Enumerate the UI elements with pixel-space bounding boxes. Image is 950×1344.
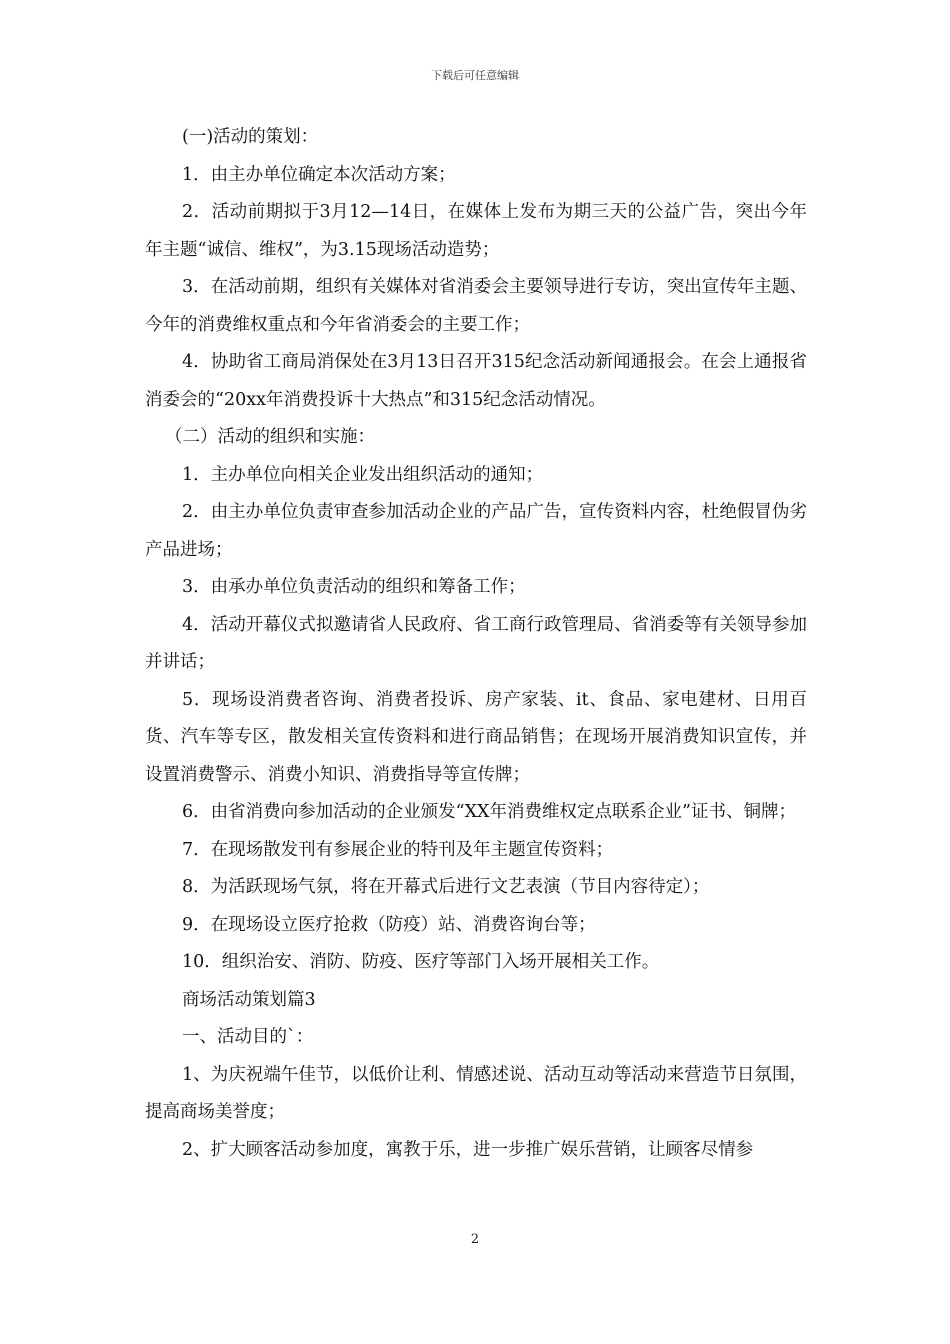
organization-item-8: 8．为活跃现场气氛，将在开幕式后进行文艺表演（节目内容待定）； — [182, 877, 710, 897]
page-header-note: 下载后可任意编辑 — [431, 69, 519, 82]
organization-item-9: 9．在现场设立医疗抢救（防疫）站、消费咨询台等； — [182, 914, 596, 935]
organization-item-2: 2．由主办单位负责审查参加活动企业的产品广告，宣传资料内容，杜绝假冒伪劣产品进场； — [145, 502, 807, 560]
section-heading-planning: (一)活动的策划： — [182, 127, 319, 147]
document-body — [145, 119, 807, 1169]
purpose-item-2: 2、扩大顾客活动参加度，寓教于乐，进一步推广娱乐营销，让顾客尽情参 — [182, 1139, 754, 1160]
planning-item-1: 1．由主办单位确定本次活动方案； — [182, 164, 456, 185]
purpose-item-1: 1、为庆祝端午佳节，以低价让利、情感述说、活动互动等活动来营造节日氛围，提高商场美誉度； — [145, 1064, 807, 1122]
organization-item-6: 6．由省消费向参加活动的企业颁发“XX年消费维权定点联系企业”证书、铜牌； — [182, 802, 796, 822]
organization-item-1: 1．主办单位向相关企业发出组织活动的通知； — [182, 464, 544, 485]
organization-item-3: 3．由承办单位负责活动的组织和筹备工作； — [182, 577, 526, 597]
planning-item-3: 3．在活动前期，组织有关媒体对省消委会主要领导进行专访，突出宣传年主题、今年的消费维权重点和今年省消委会的主要工作； — [145, 277, 807, 335]
section-title-article-3: 商场活动策划篇3 — [182, 989, 316, 1010]
section-heading-organization: （二）活动的组织和实施： — [165, 427, 375, 447]
planning-item-4: 4．协助省工商局消保处在3月13日召开315纪念活动新闻通报会。在会上通报省消委会的“20xx年消费投诉十大热点”和315纪念活动情况。 — [145, 352, 807, 410]
organization-item-5: 5．现场设消费者咨询、消费者投诉、房产家装、it、食品、家电建材、日用百货、汽车等专区，散发相关宣传资料和进行商品销售；在现场开展消费知识宣传，并设置消费警示、消费小知识、消费指导等宣传牌； — [145, 689, 807, 785]
planning-item-2: 2．活动前期拟于3月12—14日，在媒体上发布为期三天的公益广告，突出今年年主题“诚信、维权”，为3.15现场活动造势； — [145, 202, 807, 260]
page-number: 2 — [470, 1232, 480, 1247]
organization-item-10: 10．组织治安、消防、防疫、医疗等部门入场开展相关工作。 — [182, 952, 660, 972]
organization-item-4: 4．活动开幕仪式拟邀请省人民政府、省工商行政管理局、省消委等有关领导参加并讲话； — [145, 614, 807, 672]
organization-item-7: 7．在现场散发刊有参展企业的特刊及年主题宣传资料； — [182, 839, 614, 860]
heading-activity-purpose: 一、活动目的`： — [182, 1027, 314, 1047]
